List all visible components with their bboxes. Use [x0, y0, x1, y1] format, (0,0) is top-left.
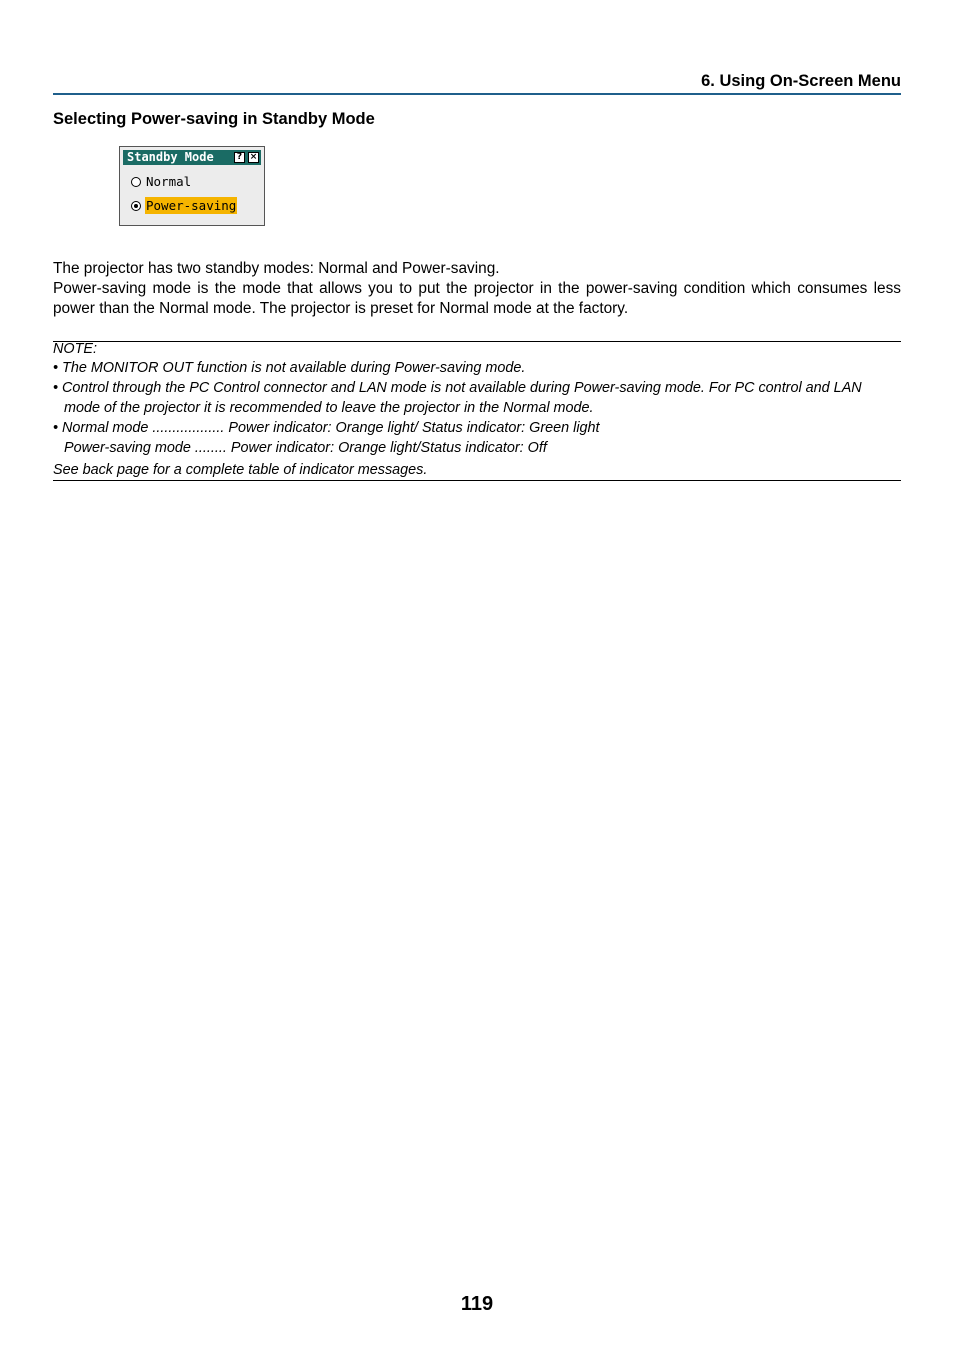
standby-mode-dialog: [119, 146, 265, 226]
radio-power-saving-icon[interactable]: [131, 201, 141, 211]
note-bullet-monitor-out: • The MONITOR OUT function is not available during Power-saving mode.: [53, 360, 526, 376]
intro-paragraph: The projector has two standby modes: Normal and Power-saving.: [53, 260, 500, 277]
note-bullet-normal-mode: • Normal mode .................. Power indicator: Orange light/ Status indicator: Green light: [53, 420, 600, 436]
close-icon[interactable]: ×: [249, 152, 258, 162]
chapter-rule: [53, 93, 901, 95]
option-power-saving[interactable]: [131, 197, 237, 214]
option-power-saving-label: Power-saving: [146, 198, 237, 213]
option-normal[interactable]: [131, 173, 192, 190]
description-paragraph: Power-saving mode is the mode that allows you to put the projector in the power-saving condition which consumes less power than the Normal mode. The projector is preset for Normal mode at the factory.: [53, 280, 901, 317]
note-bottom-rule: [53, 480, 901, 481]
dialog-title: Standby Mode: [127, 150, 214, 164]
chapter-header: 6. Using On-Screen Menu: [701, 72, 901, 90]
help-icon[interactable]: ?: [234, 152, 245, 163]
page-number: 119: [460, 1293, 494, 1315]
radio-normal-icon[interactable]: [131, 177, 141, 187]
note-heading: NOTE:: [53, 341, 97, 357]
section-title: Selecting Power-saving in Standby Mode: [53, 110, 375, 128]
note-bullet-power-saving-mode: Power-saving mode ........ Power indicator: Orange light/Status indicator: Off: [64, 440, 547, 456]
dialog-titlebar: [123, 150, 261, 165]
note-footer: See back page for a complete table of indicator messages.: [53, 462, 428, 478]
note-bullet-pc-control: • Control through the PC Control connector and LAN mode is not available during Power-saving mode. For PC control and LAN: [53, 380, 862, 396]
option-normal-label: Normal: [146, 174, 192, 189]
note-bullet-pc-control-cont: mode of the projector it is recommended to leave the projector in the Normal mode.: [64, 400, 594, 416]
